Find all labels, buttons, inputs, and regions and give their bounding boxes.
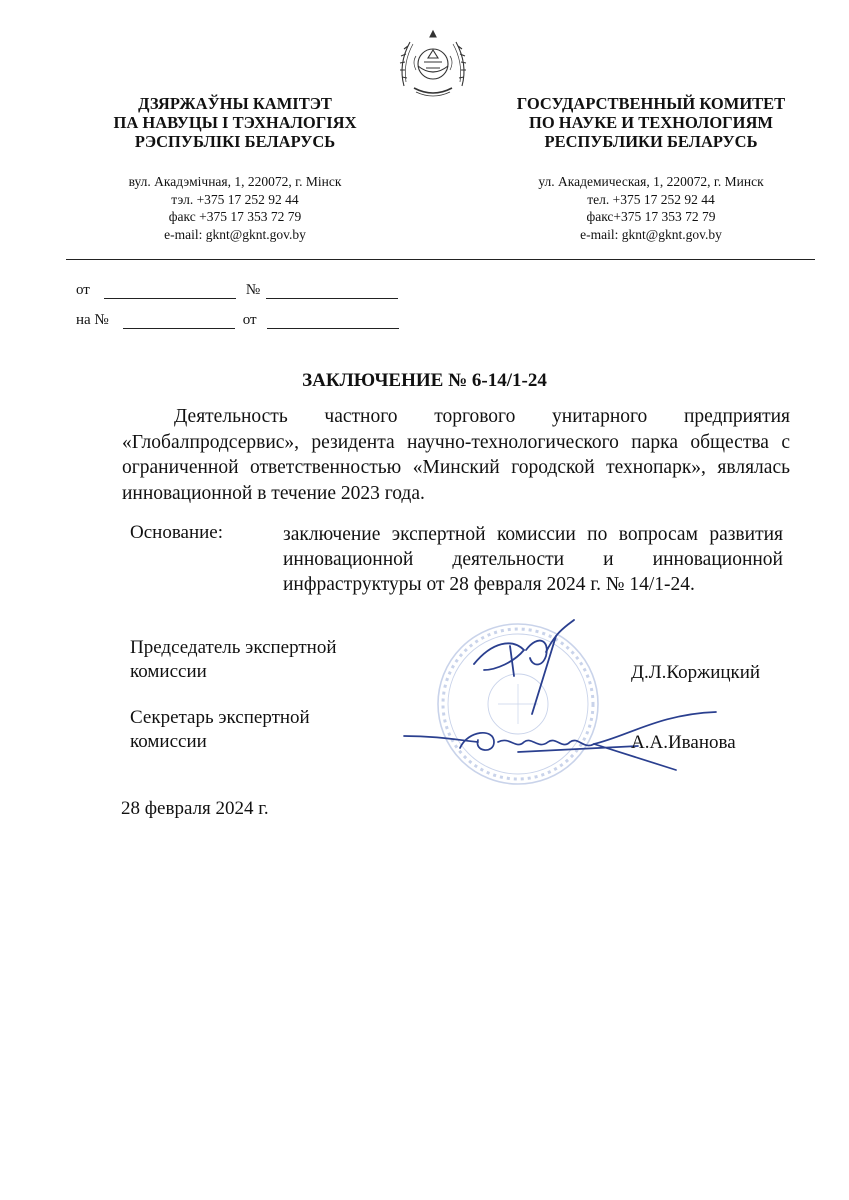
date-blank xyxy=(104,284,236,299)
fax: факс +375 17 353 72 79 xyxy=(168,209,302,224)
reference-line-incoming xyxy=(76,312,399,329)
reference-line-outgoing xyxy=(76,282,398,299)
from-label: от xyxy=(76,282,90,298)
org-name-belarusian: ДЗЯРЖАЎНЫ КАМІТЭТ ПА НАВУЦЫ І ТЭХНАЛОГІЯХ РЭСПУБЛІКІ БЕЛАРУСЬ xyxy=(113,94,357,151)
address: вул. Акадэмічная, 1, 220072, г. Мінск xyxy=(128,174,342,189)
chairman-role: Председатель экспертной комиссии xyxy=(130,637,337,682)
incoming-number-blank xyxy=(123,314,235,329)
conclusion-text: Деятельность частного торгового унитарного предприятия «Глобалпродсервис», резидента научно-технологического парка общества с ограниченной ответственностью «Минский городской технопарк», являлась инновационной в течение 2023 года. xyxy=(122,406,790,504)
number-label: № xyxy=(245,282,261,298)
header-left xyxy=(55,94,415,243)
basis-text: заключение экспертной комиссии по вопросам развития инновационной деятельности и инновационной инфраструктуры от 28 февраля 2024 г. № 14/1-24. xyxy=(283,524,783,595)
dated-label: от xyxy=(242,312,257,328)
email: e-mail: gknt@gknt.gov.by xyxy=(580,226,722,242)
secretary-role: Секретарь экспертной комиссии xyxy=(130,707,310,752)
email: e-mail: gknt@gknt.gov.by xyxy=(164,226,306,242)
header-right xyxy=(471,94,831,243)
chairman-signature-icon xyxy=(462,610,592,720)
incoming-date-blank xyxy=(267,314,399,329)
document-title: ЗАКЛЮЧЕНИЕ № 6-14/1-24 xyxy=(302,370,547,391)
address: ул. Академическая, 1, 220072, г. Минск xyxy=(538,174,764,189)
fax: факс+375 17 353 72 79 xyxy=(586,209,716,224)
phone: тел. +375 17 252 92 44 xyxy=(587,191,715,207)
phone: тэл. +375 17 252 92 44 xyxy=(171,191,299,207)
secretary-name: А.А.Иванова xyxy=(631,732,736,753)
header-divider xyxy=(66,259,815,260)
coat-of-arms-icon xyxy=(394,28,472,102)
document-date: 28 февраля 2024 г. xyxy=(121,798,269,819)
on-number-label: на № xyxy=(76,312,109,328)
org-name-russian: ГОСУДАРСТВЕННЫЙ КОМИТЕТ ПО НАУКЕ И ТЕХНОЛОГИЯМ РЕСПУБЛИКИ БЕЛАРУСЬ xyxy=(516,94,786,151)
contact-block-russian xyxy=(471,173,831,243)
chairman-name: Д.Л.Коржицкий xyxy=(631,662,761,683)
contact-block-belarusian xyxy=(55,173,415,243)
number-blank xyxy=(266,284,398,299)
basis-label: Основание: xyxy=(130,522,224,543)
